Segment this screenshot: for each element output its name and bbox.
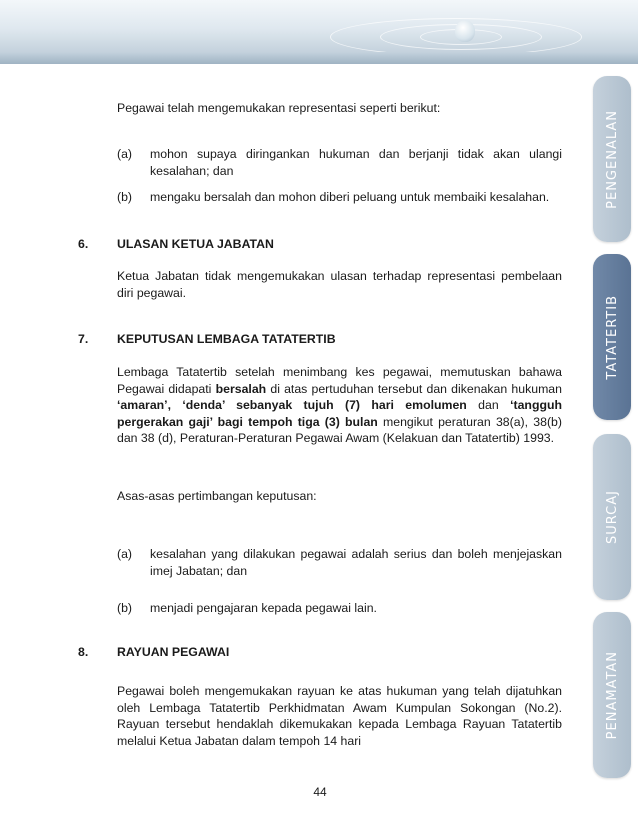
body-text: Lembaga Tatatertib setelah menimbang kes pegawai, memutuskan bahawa Pegawai didapati xyxy=(117,365,562,396)
tab-pengenalan[interactable] xyxy=(593,76,631,242)
tab-surcaj-label: SURCAJ xyxy=(604,490,620,544)
tab-penamatan[interactable] xyxy=(593,612,631,778)
section-heading: ULASAN KETUA JABATAN xyxy=(117,237,274,251)
list-item-text: menjadi pengajaran kepada pegawai lain. xyxy=(150,601,377,615)
page-number: 44 xyxy=(313,785,327,799)
section-heading: RAYUAN PEGAWAI xyxy=(117,645,230,659)
list-marker: (b) xyxy=(117,601,133,615)
list-marker: (a) xyxy=(117,147,133,161)
section-number: 8. xyxy=(78,645,89,659)
tab-tatatertib-label: TATATERTIB xyxy=(604,294,620,380)
bold-text: bersalah xyxy=(215,381,267,396)
list-marker: (a) xyxy=(117,547,133,561)
section-heading: KEPUTUSAN LEMBAGA TATATERTIB xyxy=(117,332,336,346)
body-text: di atas pertuduhan tersebut dan dikenakan hukuman xyxy=(266,381,562,396)
tab-tatatertib[interactable] xyxy=(593,254,631,420)
list-item-text: mohon supaya diringankan hukuman dan berjanji tidak akan ulangi kesalahan; dan xyxy=(150,147,562,178)
banner-base xyxy=(0,52,638,64)
list-marker: (b) xyxy=(117,190,133,204)
bold-text: ‘amaran’, ‘denda’ sebanyak tujuh (7) hari emolumen xyxy=(117,398,467,413)
tab-penamatan-label: PENAMATAN xyxy=(604,650,620,740)
tab-pengenalan-label: PENGENALAN xyxy=(604,109,620,209)
section-body: Pegawai boleh mengemukakan rayuan ke atas hukuman yang telah dijatuhkan oleh Lembaga Tatatertib Perkhidmatan Awam Kumpulan Sokongan (No.2). Rayuan tersebut hendaklah dikemukakan kepada Lembaga Rayuan Tatatertib melalui Ketua Jabatan dalam tempoh 14 hari xyxy=(117,684,562,748)
list-item-text: mengaku bersalah dan mohon diberi peluang untuk membaiki kesalahan. xyxy=(150,190,550,204)
header-banner xyxy=(0,0,638,64)
bold-text: ‘tangguh pergerakan gaji’ bagi tempoh tiga (3) bulan xyxy=(117,398,562,429)
list-item-text: kesalahan yang dilakukan pegawai adalah serius dan boleh menjejaskan imej Jabatan; dan xyxy=(150,547,562,578)
section-number: 6. xyxy=(78,237,89,251)
representation-intro: Pegawai telah mengemukakan representasi seperti berikut: xyxy=(117,101,441,115)
water-drop-icon xyxy=(455,20,475,42)
section-number: 7. xyxy=(78,332,89,346)
considerations-intro: Asas-asas pertimbangan keputusan: xyxy=(117,489,317,503)
section-body xyxy=(117,364,562,447)
section-body: Ketua Jabatan tidak mengemukakan ulasan terhadap representasi pembelaan diri pegawai. xyxy=(117,269,562,300)
body-text: mengikut peraturan 38(a), 38(b) dan 38 (d), Peraturan-Peraturan Pegawai Awam (Kelakuan dan Tatatertib) 1993. xyxy=(117,414,562,446)
tab-surcaj[interactable] xyxy=(593,434,631,600)
body-text: dan xyxy=(466,398,511,413)
